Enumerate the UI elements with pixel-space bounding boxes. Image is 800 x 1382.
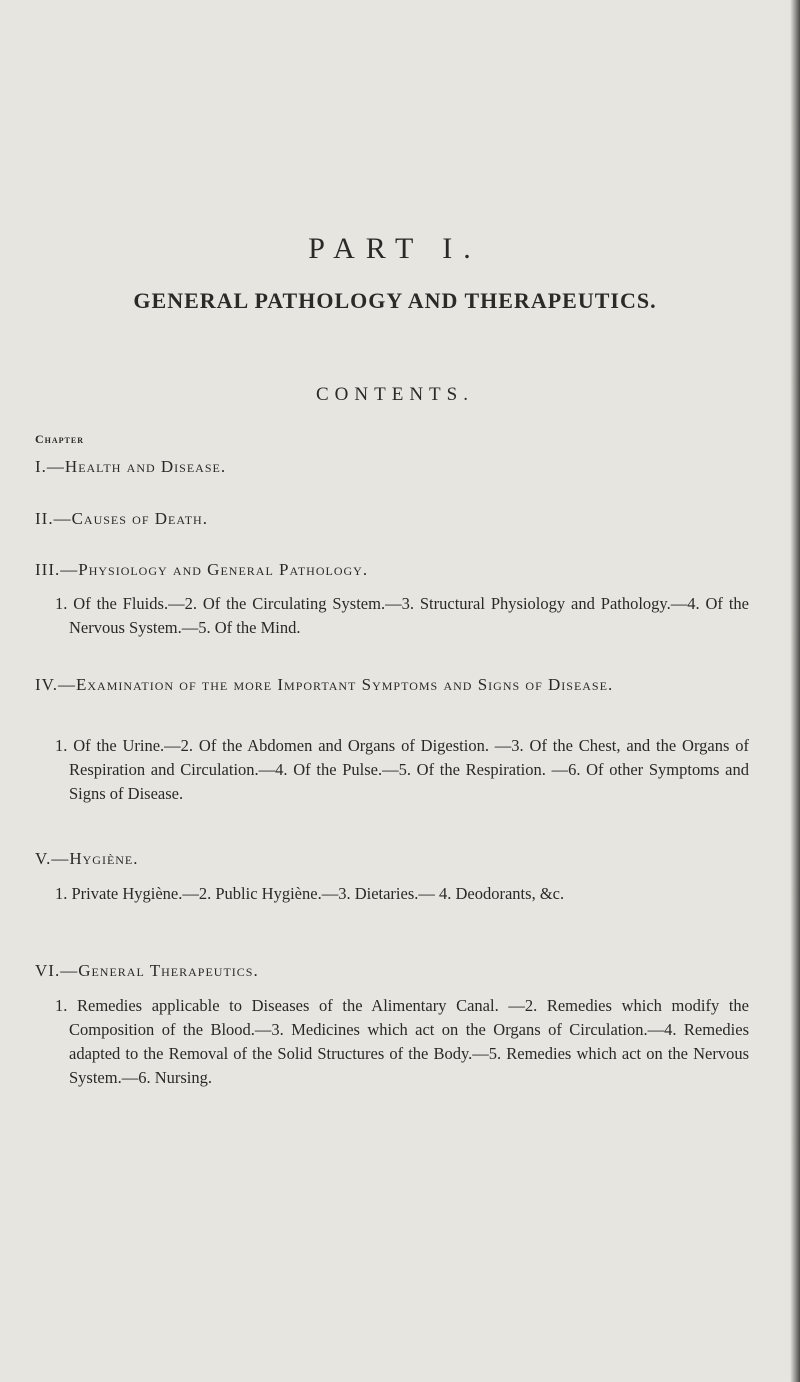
chapter-6-heading: VI.—General Therapeutics. [35, 961, 259, 980]
chapter-2-heading: II.—Causes of Death. [35, 509, 208, 528]
chapter-4-heading: IV.—Examination of the more Important Symptoms and Signs of Disease. [35, 675, 614, 694]
chapter-3-sections: 1. Of the Fluids.—2. Of the Circulating System.—3. Structural Physiology and Pathology.—4. Of the Nervous System.—5. Of the Mind. [55, 594, 749, 637]
page-edge-shadow [790, 0, 800, 1382]
main-title: GENERAL PATHOLOGY AND THERAPEUTICS. [133, 288, 657, 313]
chapter-1-heading: I.—Health and Disease. [35, 457, 227, 476]
contents-title: CONTENTS. [316, 384, 474, 405]
chapter-column-label: Chapter [35, 432, 85, 446]
chapter-5-sections: 1. Private Hygiène.—2. Public Hygiène.—3. Dietaries.— 4. Deodorants, &c. [55, 884, 565, 903]
chapter-6-sections: 1. Remedies applicable to Diseases of the Alimentary Canal. —2. Remedies which modify the Composition of the Blood.—3. Medicines which act on the Organs of Circulation.—4. Remedies adapted to the Removal of the Solid Structures of the Body.—5. Remedies which act on the Nervous System.—6. Nursing. [55, 996, 749, 1087]
chapter-3-heading: III.—Physiology and General Pathology. [35, 560, 369, 579]
chapter-4-sections: 1. Of the Urine.—2. Of the Abdomen and Organs of Digestion. —3. Of the Chest, and the Organs of Respiration and Circulation.—4. Of the Pulse.—5. Of the Respiration. —6. Of other Symptoms and Signs of Disease. [55, 736, 749, 803]
part-title: PART I. [308, 232, 482, 265]
chapter-5-heading: V.—Hygiène. [35, 849, 139, 868]
